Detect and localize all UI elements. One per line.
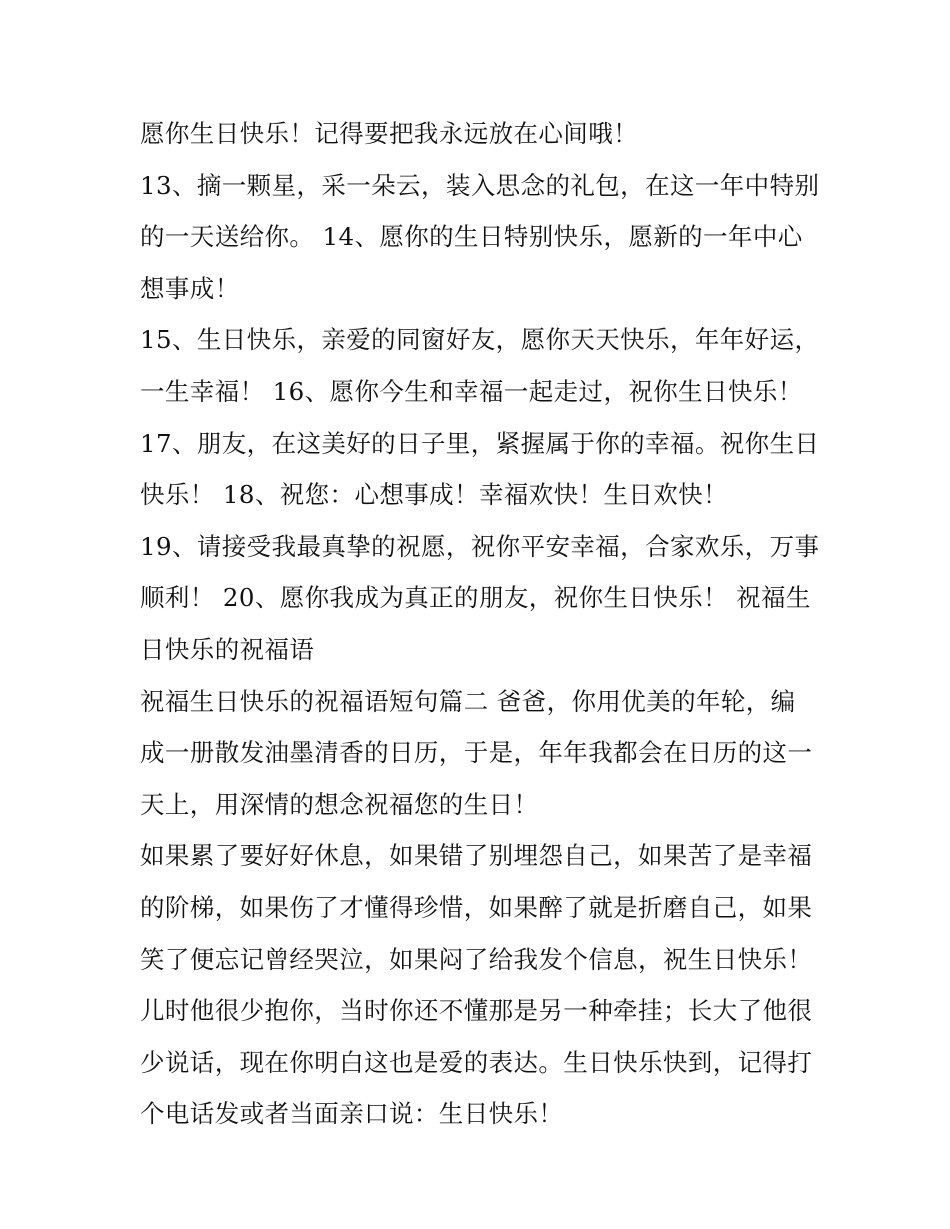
- text-line: 19、请接受我最真挚的祝愿，祝你平安幸福，合家欢乐，万事: [140, 531, 820, 561]
- text-line: 一生幸福！ 16、愿你今生和幸福一起走过，祝你生日快乐！: [140, 376, 803, 406]
- text-line: 日快乐的祝福语: [140, 634, 315, 664]
- text-line: 少说话，现在你明白这也是爱的表达。生日快乐快到，记得打: [140, 1047, 813, 1077]
- text-line: 愿你生日快乐！记得要把我永远放在心间哦！: [140, 119, 638, 148]
- text-line: 成一册散发油墨清香的日历，于是，年年我都会在日历的这一: [140, 738, 813, 768]
- text-line: 15、生日快乐，亲爱的同窗好友，愿你天天快乐，年年好运，: [140, 325, 820, 355]
- text-line: 天上，用深情的想念祝福您的生日！: [140, 789, 539, 819]
- text-line: 儿时他很少抱你，当时你还不懂那是另一种牵挂；长大了他很: [140, 996, 813, 1026]
- text-line: 17、朋友，在这美好的日子里，紧握属于你的幸福。祝你生日: [140, 428, 820, 458]
- text-line: 想事成！: [140, 273, 240, 303]
- text-line: 个电话发或者当面亲口说：生日快乐！: [140, 1099, 564, 1129]
- document-body: [140, 108, 820, 1140]
- text-line: 顺利！ 20、愿你我成为真正的朋友，祝你生日快乐！ 祝福生: [140, 583, 811, 613]
- text-line: 的一天送给你。 14、愿你的生日特别快乐，愿新的一年中心: [140, 222, 803, 252]
- text-line: 笑了便忘记曾经哭泣，如果闷了给我发个信息，祝生日快乐！: [140, 944, 813, 974]
- text-line: 的阶梯，如果伤了才懂得珍惜，如果醉了就是折磨自己，如果: [140, 892, 813, 922]
- text-line: 如果累了要好好休息，如果错了别埋怨自己，如果苦了是幸福: [140, 841, 813, 871]
- text-line: 祝福生日快乐的祝福语短句篇二 爸爸，你用优美的年轮，编: [140, 686, 796, 716]
- text-line: 13、摘一颗星，采一朵云，装入思念的礼包，在这一年中特别: [140, 170, 820, 200]
- text-line: 快乐！ 18、祝您：心想事成！幸福欢快！生日欢快！: [140, 480, 728, 510]
